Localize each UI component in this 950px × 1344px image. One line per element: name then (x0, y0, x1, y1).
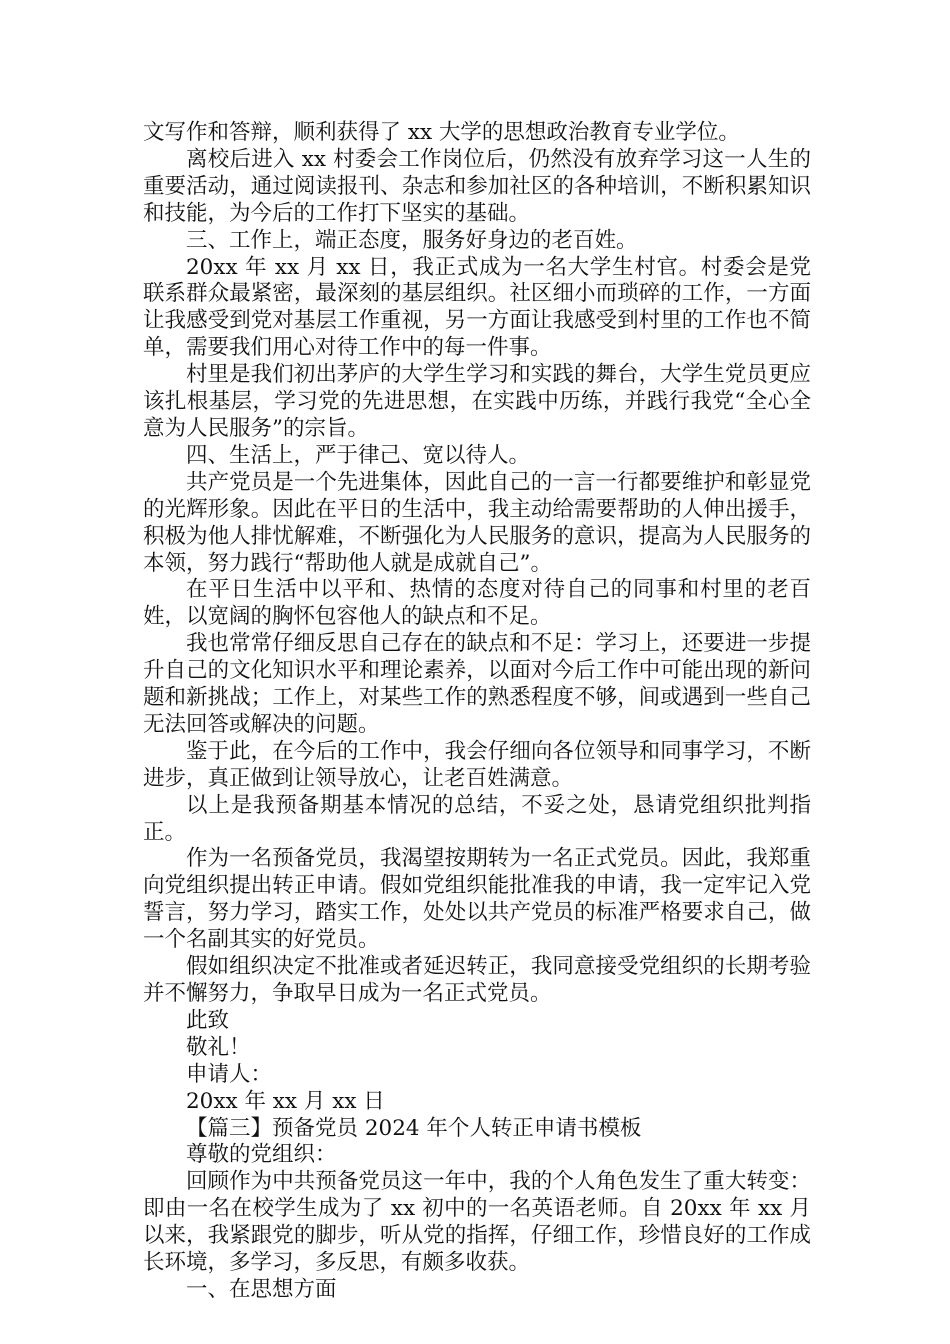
section-heading-thought: 一、在思想方面 (186, 1276, 337, 1302)
applicant-label: 申请人： (186, 1061, 273, 1087)
section-heading-life: 四、生活上，严于律己、宽以待人。 (186, 442, 531, 468)
paragraph-delay: 假如组织决定不批准或者延迟转正，我同意接受党组织的长期考验并不懈努力，争取早日成为一名正式党员。 (143, 954, 811, 1006)
paragraph-future-work: 鉴于此，在今后的工作中，我会仔细向各位领导和同事学习，不断进步，真正做到让领导放心，让老百姓满意。 (143, 738, 811, 791)
section-title-part-three: 【篇三】预备党员 2024 年个人转正申请书模板 (186, 1115, 642, 1141)
paragraph-summary: 以上是我预备期基本情况的总结，不妥之处，恳请党组织批判指正。 (143, 792, 811, 845)
paragraph-self-reflection: 我也常常仔细反思自己存在的缺点和不足：学习上，还要进一步提升自己的文化知识水平和理论素养，以面对今后工作中可能出现的新问题和新挑战；工作上，对某些工作的熟悉程度不够，间或遇到一些自己无法回答或解决的问题。 (143, 631, 811, 737)
section-heading-work: 三、工作上，端正态度，服务好身边的老百姓。 (186, 227, 638, 253)
paragraph-party-image: 共产党员是一个先进集体，因此自己的一言一行都要维护和彰显党的光辉形象。因此在平日的生活中，我主动给需要帮助的人伸出援手，积极为他人排忧解难，不断强化为人民服务的意识，提高为人民服务的本领，努力践行“帮助他人就是成就自己”。 (143, 469, 811, 576)
greeting: 尊敬的党组织： (186, 1142, 337, 1168)
paragraph-daily-life: 在平日生活中以平和、热情的态度对待自己的同事和村里的老百姓，以宽阔的胸怀包容他人的缺点和不足。 (143, 577, 811, 630)
closing-salutation: 此致 (186, 1007, 230, 1033)
signature-date: 20xx 年 xx 月 xx 日 (186, 1088, 385, 1114)
paragraph-review: 回顾作为中共预备党员这一年中，我的个人角色发生了重大转变：即由一名在校学生成为了 xx 初中的一名英语老师。自 20xx 年 xx 月以来，我紧跟党的脚步，听从党的指挥，仔细工作，珍惜良好的工作成长环境，多学习，多反思，有颇多收获。 (143, 1169, 811, 1276)
paragraph-village-official: 20xx 年 xx 月 xx 日，我正式成为一名大学生村官。村委会是党联系群众最紧密，最深刻的基层组织。社区细小而琐碎的工作，一方面让我感受到党对基层工作重视，另一方面让我感受到村里的工作也不简单，需要我们用心对待工作中的每一件事。 (143, 254, 811, 361)
paragraph-village-stage: 村里是我们初出茅庐的大学生学习和实践的舞台，大学生党员更应该扎根基层，学习党的先进思想，在实践中历练，并践行我党“全心全意为人民服务”的宗旨。 (143, 362, 811, 441)
paragraph-application: 作为一名预备党员，我渴望按期转为一名正式党员。因此，我郑重向党组织提出转正申请。假如党组织能批准我的申请，我一定牢记入党誓言，努力学习，踏实工作，处处以共产党员的标准严格要求自己，做一个名副其实的好党员。 (143, 846, 811, 953)
paragraph-study: 离校后进入 xx 村委会工作岗位后，仍然没有放弃学习这一人生的重要活动，通过阅读报刊、杂志和参加社区的各种培训，不断积累知识和技能，为今后的工作打下坚实的基础。 (143, 146, 811, 226)
closing-regards: 敬礼！ (186, 1034, 251, 1060)
paragraph-continuation: 文写作和答辩，顺利获得了 xx 大学的思想政治教育专业学位。 (143, 120, 740, 145)
document-page (143, 120, 811, 1304)
